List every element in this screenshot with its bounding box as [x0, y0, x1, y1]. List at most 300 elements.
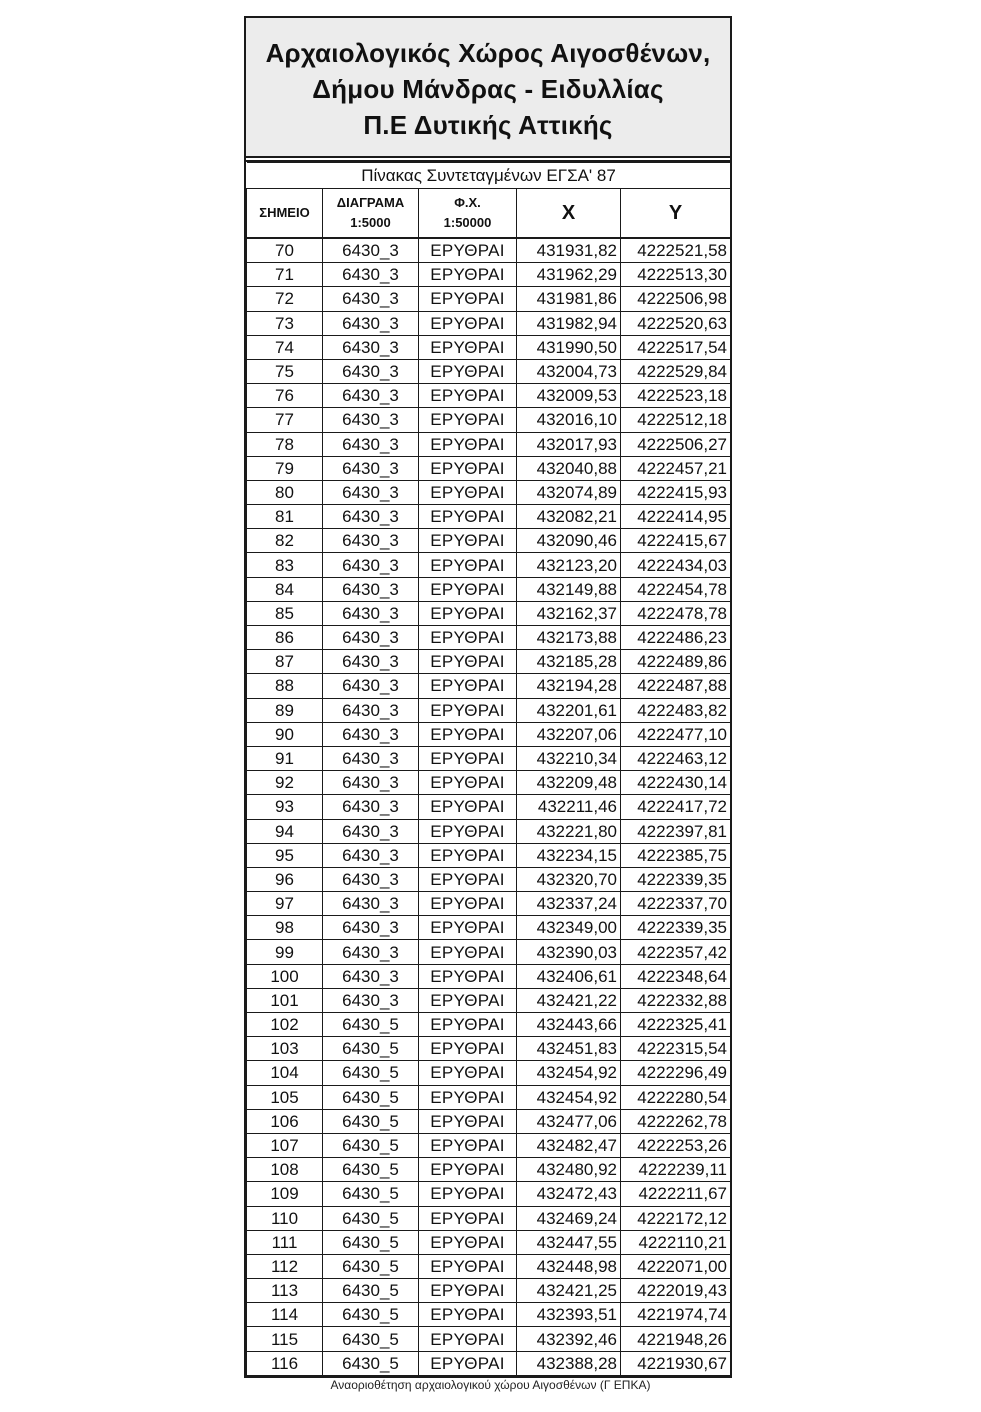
point-cell: 84	[247, 577, 323, 601]
x-cell: 432123,20	[517, 553, 621, 577]
diagram-cell: 6430_5	[323, 1182, 419, 1206]
table-row	[247, 674, 731, 698]
table-row	[247, 722, 731, 746]
map-sheet-cell: ΕΡΥΘΡΑΙ	[419, 867, 517, 891]
table-row	[247, 1279, 731, 1303]
y-cell: 4222019,43	[621, 1279, 731, 1303]
header-sheet-label: Φ.Χ.	[454, 195, 481, 210]
point-cell: 74	[247, 335, 323, 359]
map-sheet-cell: ΕΡΥΘΡΑΙ	[419, 698, 517, 722]
table-row	[247, 795, 731, 819]
table-caption: Πίνακας Συντεταγμένων ΕΓΣΑ' 87	[247, 163, 731, 189]
x-cell: 432040,88	[517, 456, 621, 480]
x-cell: 432447,55	[517, 1230, 621, 1254]
x-cell: 432469,24	[517, 1206, 621, 1230]
x-cell: 432454,92	[517, 1061, 621, 1085]
map-sheet-cell: ΕΡΥΘΡΑΙ	[419, 577, 517, 601]
y-cell: 4222357,42	[621, 940, 731, 964]
map-sheet-cell: ΕΡΥΘΡΑΙ	[419, 335, 517, 359]
point-cell: 82	[247, 529, 323, 553]
map-sheet-cell: ΕΡΥΘΡΑΙ	[419, 626, 517, 650]
x-cell: 432443,66	[517, 1013, 621, 1037]
table-row	[247, 916, 731, 940]
y-cell: 4222478,78	[621, 601, 731, 625]
x-cell: 432221,80	[517, 819, 621, 843]
point-cell: 111	[247, 1230, 323, 1254]
y-cell: 4222211,67	[621, 1182, 731, 1206]
table-row	[247, 577, 731, 601]
map-sheet-cell: ΕΡΥΘΡΑΙ	[419, 1351, 517, 1375]
point-cell: 80	[247, 480, 323, 504]
map-sheet-cell: ΕΡΥΘΡΑΙ	[419, 1182, 517, 1206]
y-cell: 4222489,86	[621, 650, 731, 674]
y-cell: 4222110,21	[621, 1230, 731, 1254]
x-cell: 432349,00	[517, 916, 621, 940]
point-cell: 78	[247, 432, 323, 456]
table-row	[247, 359, 731, 383]
table-row	[247, 1061, 731, 1085]
x-cell: 432004,73	[517, 359, 621, 383]
map-sheet-cell: ΕΡΥΘΡΑΙ	[419, 505, 517, 529]
table-row	[247, 432, 731, 456]
point-cell: 94	[247, 819, 323, 843]
diagram-cell: 6430_5	[323, 1085, 419, 1109]
table-row	[247, 238, 731, 263]
map-sheet-cell: ΕΡΥΘΡΑΙ	[419, 1133, 517, 1157]
x-cell: 432393,51	[517, 1303, 621, 1327]
diagram-cell: 6430_3	[323, 432, 419, 456]
x-cell: 432194,28	[517, 674, 621, 698]
title-line-2: Δήμου Μάνδρας - Ειδυλλίας	[312, 74, 664, 104]
y-cell: 4222397,81	[621, 819, 731, 843]
y-cell: 4222513,30	[621, 263, 731, 287]
y-cell: 4222253,26	[621, 1133, 731, 1157]
coordinates-table	[246, 162, 731, 1376]
x-cell: 431990,50	[517, 335, 621, 359]
table-row	[247, 988, 731, 1012]
table-row	[247, 601, 731, 625]
x-cell: 432472,43	[517, 1182, 621, 1206]
map-sheet-cell: ΕΡΥΘΡΑΙ	[419, 480, 517, 504]
diagram-cell: 6430_3	[323, 795, 419, 819]
diagram-cell: 6430_3	[323, 359, 419, 383]
point-cell: 110	[247, 1206, 323, 1230]
table-row	[247, 1085, 731, 1109]
diagram-cell: 6430_3	[323, 940, 419, 964]
y-cell: 4222529,84	[621, 359, 731, 383]
x-cell: 432406,61	[517, 964, 621, 988]
y-cell: 4222457,21	[621, 456, 731, 480]
map-sheet-cell: ΕΡΥΘΡΑΙ	[419, 263, 517, 287]
y-cell: 4222520,63	[621, 311, 731, 335]
point-cell: 116	[247, 1351, 323, 1375]
y-cell: 4222325,41	[621, 1013, 731, 1037]
point-cell: 114	[247, 1303, 323, 1327]
x-cell: 432090,46	[517, 529, 621, 553]
point-cell: 112	[247, 1254, 323, 1278]
table-row	[247, 1230, 731, 1254]
diagram-cell: 6430_5	[323, 1254, 419, 1278]
diagram-cell: 6430_5	[323, 1061, 419, 1085]
map-sheet-cell: ΕΡΥΘΡΑΙ	[419, 1303, 517, 1327]
table-row	[247, 553, 731, 577]
table-row	[247, 626, 731, 650]
y-cell: 4222430,14	[621, 771, 731, 795]
point-cell: 97	[247, 892, 323, 916]
title-box	[246, 18, 730, 158]
diagram-cell: 6430_3	[323, 892, 419, 916]
y-cell: 4222262,78	[621, 1109, 731, 1133]
diagram-cell: 6430_3	[323, 988, 419, 1012]
point-cell: 73	[247, 311, 323, 335]
table-row	[247, 287, 731, 311]
map-sheet-cell: ΕΡΥΘΡΑΙ	[419, 432, 517, 456]
diagram-cell: 6430_3	[323, 335, 419, 359]
diagram-cell: 6430_3	[323, 456, 419, 480]
diagram-cell: 6430_3	[323, 263, 419, 287]
point-cell: 71	[247, 263, 323, 287]
map-sheet-cell: ΕΡΥΘΡΑΙ	[419, 940, 517, 964]
diagram-cell: 6430_3	[323, 771, 419, 795]
diagram-cell: 6430_3	[323, 505, 419, 529]
point-cell: 104	[247, 1061, 323, 1085]
x-cell: 432392,46	[517, 1327, 621, 1351]
table-row	[247, 1303, 731, 1327]
point-cell: 113	[247, 1279, 323, 1303]
y-cell: 4222071,00	[621, 1254, 731, 1278]
point-cell: 92	[247, 771, 323, 795]
diagram-cell: 6430_3	[323, 384, 419, 408]
map-sheet-cell: ΕΡΥΘΡΑΙ	[419, 1254, 517, 1278]
diagram-cell: 6430_3	[323, 867, 419, 891]
x-cell: 432173,88	[517, 626, 621, 650]
y-cell: 4222506,27	[621, 432, 731, 456]
y-cell: 4222339,35	[621, 867, 731, 891]
y-cell: 4222332,88	[621, 988, 731, 1012]
diagram-cell: 6430_3	[323, 311, 419, 335]
table-header-row	[247, 189, 731, 239]
x-cell: 432477,06	[517, 1109, 621, 1133]
footer-caption: Αναοριοθέτηση αρχαιολογικού χώρου Αιγοσθένων (Γ ΕΠΚΑ)	[330, 1378, 651, 1392]
x-cell: 432185,28	[517, 650, 621, 674]
y-cell: 4222315,54	[621, 1037, 731, 1061]
y-cell: 4222483,82	[621, 698, 731, 722]
point-cell: 102	[247, 1013, 323, 1037]
map-sheet-cell: ΕΡΥΘΡΑΙ	[419, 795, 517, 819]
y-cell: 4222414,95	[621, 505, 731, 529]
point-cell: 83	[247, 553, 323, 577]
table-row	[247, 1182, 731, 1206]
table-row	[247, 1254, 731, 1278]
map-sheet-cell: ΕΡΥΘΡΑΙ	[419, 1158, 517, 1182]
map-sheet-cell: ΕΡΥΘΡΑΙ	[419, 1327, 517, 1351]
diagram-cell: 6430_5	[323, 1109, 419, 1133]
diagram-cell: 6430_3	[323, 819, 419, 843]
x-cell: 431982,94	[517, 311, 621, 335]
x-cell: 432388,28	[517, 1351, 621, 1375]
table-row	[247, 335, 731, 359]
point-cell: 93	[247, 795, 323, 819]
diagram-cell: 6430_3	[323, 722, 419, 746]
y-cell: 4222280,54	[621, 1085, 731, 1109]
diagram-cell: 6430_3	[323, 577, 419, 601]
title-line-1: Αρχαιολογικός Χώρος Αιγοσθένων,	[265, 38, 711, 68]
point-cell: 72	[247, 287, 323, 311]
map-sheet-cell: ΕΡΥΘΡΑΙ	[419, 238, 517, 263]
point-cell: 108	[247, 1158, 323, 1182]
y-cell: 4222486,23	[621, 626, 731, 650]
table-row	[247, 746, 731, 770]
diagram-cell: 6430_3	[323, 964, 419, 988]
map-sheet-cell: ΕΡΥΘΡΑΙ	[419, 650, 517, 674]
table-row	[247, 1158, 731, 1182]
y-cell: 4222521,58	[621, 238, 731, 263]
y-cell: 4221948,26	[621, 1327, 731, 1351]
map-sheet-cell: ΕΡΥΘΡΑΙ	[419, 311, 517, 335]
x-cell: 432082,21	[517, 505, 621, 529]
diagram-cell: 6430_5	[323, 1133, 419, 1157]
point-cell: 75	[247, 359, 323, 383]
point-cell: 86	[247, 626, 323, 650]
point-cell: 90	[247, 722, 323, 746]
diagram-cell: 6430_3	[323, 698, 419, 722]
point-cell: 106	[247, 1109, 323, 1133]
y-cell: 4222415,67	[621, 529, 731, 553]
table-row	[247, 819, 731, 843]
x-cell: 432210,34	[517, 746, 621, 770]
point-cell: 96	[247, 867, 323, 891]
map-sheet-cell: ΕΡΥΘΡΑΙ	[419, 916, 517, 940]
table-row	[247, 650, 731, 674]
x-cell: 432207,06	[517, 722, 621, 746]
x-cell: 432201,61	[517, 698, 621, 722]
diagram-cell: 6430_3	[323, 650, 419, 674]
table-row	[247, 892, 731, 916]
map-sheet-cell: ΕΡΥΘΡΑΙ	[419, 1037, 517, 1061]
x-cell: 432017,93	[517, 432, 621, 456]
map-sheet-cell: ΕΡΥΘΡΑΙ	[419, 819, 517, 843]
point-cell: 100	[247, 964, 323, 988]
x-cell: 432421,22	[517, 988, 621, 1012]
map-sheet-cell: ΕΡΥΘΡΑΙ	[419, 1279, 517, 1303]
y-cell: 4222339,35	[621, 916, 731, 940]
diagram-cell: 6430_3	[323, 674, 419, 698]
point-cell: 105	[247, 1085, 323, 1109]
y-cell: 4222348,64	[621, 964, 731, 988]
map-sheet-cell: ΕΡΥΘΡΑΙ	[419, 384, 517, 408]
table-row	[247, 843, 731, 867]
y-cell: 4222517,54	[621, 335, 731, 359]
y-cell: 4222337,70	[621, 892, 731, 916]
point-cell: 91	[247, 746, 323, 770]
x-cell: 432074,89	[517, 480, 621, 504]
header-diagram-label: ΔΙΑΓΡΑΜΑ	[336, 195, 405, 210]
y-cell: 4222239,11	[621, 1158, 731, 1182]
x-cell: 432162,37	[517, 601, 621, 625]
header-diagram-scale: 1:5000	[350, 215, 391, 230]
x-cell: 432454,92	[517, 1085, 621, 1109]
diagram-cell: 6430_5	[323, 1351, 419, 1375]
map-sheet-cell: ΕΡΥΘΡΑΙ	[419, 964, 517, 988]
y-cell: 4222512,18	[621, 408, 731, 432]
table-row	[247, 1109, 731, 1133]
x-cell: 432234,15	[517, 843, 621, 867]
point-cell: 79	[247, 456, 323, 480]
table-row	[247, 480, 731, 504]
y-cell: 4222172,12	[621, 1206, 731, 1230]
map-sheet-cell: ΕΡΥΘΡΑΙ	[419, 456, 517, 480]
header-x: X	[517, 189, 621, 239]
map-sheet-cell: ΕΡΥΘΡΑΙ	[419, 408, 517, 432]
diagram-cell: 6430_3	[323, 238, 419, 263]
x-cell: 432211,46	[517, 795, 621, 819]
coordinates-sheet	[244, 16, 732, 1378]
table-row	[247, 408, 731, 432]
x-cell: 432421,25	[517, 1279, 621, 1303]
x-cell: 432209,48	[517, 771, 621, 795]
y-cell: 4221974,74	[621, 1303, 731, 1327]
map-sheet-cell: ΕΡΥΘΡΑΙ	[419, 1085, 517, 1109]
table-row	[247, 1351, 731, 1375]
y-cell: 4222523,18	[621, 384, 731, 408]
point-cell: 99	[247, 940, 323, 964]
y-cell: 4221930,67	[621, 1351, 731, 1375]
diagram-cell: 6430_3	[323, 480, 419, 504]
x-cell: 432009,53	[517, 384, 621, 408]
map-sheet-cell: ΕΡΥΘΡΑΙ	[419, 601, 517, 625]
diagram-cell: 6430_3	[323, 626, 419, 650]
header-point: ΣΗΜΕΙΟ	[247, 189, 323, 239]
point-cell: 101	[247, 988, 323, 1012]
diagram-cell: 6430_3	[323, 916, 419, 940]
title-line-3: Π.Ε Δυτικής Αττικής	[363, 110, 613, 140]
x-cell: 432320,70	[517, 867, 621, 891]
table-row	[247, 771, 731, 795]
map-sheet-cell: ΕΡΥΘΡΑΙ	[419, 1230, 517, 1254]
map-sheet-cell: ΕΡΥΘΡΑΙ	[419, 287, 517, 311]
point-cell: 88	[247, 674, 323, 698]
y-cell: 4222477,10	[621, 722, 731, 746]
diagram-cell: 6430_5	[323, 1279, 419, 1303]
x-cell: 431931,82	[517, 238, 621, 263]
header-diagram	[323, 189, 419, 239]
map-sheet-cell: ΕΡΥΘΡΑΙ	[419, 722, 517, 746]
table-row	[247, 384, 731, 408]
y-cell: 4222454,78	[621, 577, 731, 601]
y-cell: 4222296,49	[621, 1061, 731, 1085]
x-cell: 432016,10	[517, 408, 621, 432]
table-row	[247, 940, 731, 964]
y-cell: 4222385,75	[621, 843, 731, 867]
x-cell: 432448,98	[517, 1254, 621, 1278]
point-cell: 87	[247, 650, 323, 674]
diagram-cell: 6430_5	[323, 1013, 419, 1037]
header-sheet	[419, 189, 517, 239]
header-y: Y	[621, 189, 731, 239]
header-sheet-scale: 1:50000	[443, 215, 492, 230]
table-row	[247, 505, 731, 529]
diagram-cell: 6430_3	[323, 746, 419, 770]
map-sheet-cell: ΕΡΥΘΡΑΙ	[419, 359, 517, 383]
point-cell: 103	[247, 1037, 323, 1061]
point-cell: 85	[247, 601, 323, 625]
table-row	[247, 1133, 731, 1157]
map-sheet-cell: ΕΡΥΘΡΑΙ	[419, 674, 517, 698]
point-cell: 70	[247, 238, 323, 263]
diagram-cell: 6430_5	[323, 1037, 419, 1061]
y-cell: 4222434,03	[621, 553, 731, 577]
diagram-cell: 6430_3	[323, 601, 419, 625]
y-cell: 4222463,12	[621, 746, 731, 770]
map-sheet-cell: ΕΡΥΘΡΑΙ	[419, 988, 517, 1012]
x-cell: 432451,83	[517, 1037, 621, 1061]
y-cell: 4222487,88	[621, 674, 731, 698]
point-cell: 107	[247, 1133, 323, 1157]
diagram-cell: 6430_5	[323, 1230, 419, 1254]
table-row	[247, 1037, 731, 1061]
table-row	[247, 1206, 731, 1230]
x-cell: 432390,03	[517, 940, 621, 964]
table-row	[247, 1327, 731, 1351]
map-sheet-cell: ΕΡΥΘΡΑΙ	[419, 1013, 517, 1037]
point-cell: 109	[247, 1182, 323, 1206]
x-cell: 432482,47	[517, 1133, 621, 1157]
table-row	[247, 529, 731, 553]
map-sheet-cell: ΕΡΥΘΡΑΙ	[419, 1109, 517, 1133]
map-sheet-cell: ΕΡΥΘΡΑΙ	[419, 553, 517, 577]
diagram-cell: 6430_3	[323, 843, 419, 867]
map-sheet-cell: ΕΡΥΘΡΑΙ	[419, 746, 517, 770]
diagram-cell: 6430_5	[323, 1327, 419, 1351]
point-cell: 77	[247, 408, 323, 432]
table-row	[247, 1013, 731, 1037]
diagram-cell: 6430_3	[323, 408, 419, 432]
x-cell: 431962,29	[517, 263, 621, 287]
table-row	[247, 311, 731, 335]
x-cell: 432149,88	[517, 577, 621, 601]
map-sheet-cell: ΕΡΥΘΡΑΙ	[419, 1061, 517, 1085]
diagram-cell: 6430_5	[323, 1158, 419, 1182]
table-row	[247, 456, 731, 480]
map-sheet-cell: ΕΡΥΘΡΑΙ	[419, 529, 517, 553]
point-cell: 81	[247, 505, 323, 529]
table-row	[247, 698, 731, 722]
x-cell: 432337,24	[517, 892, 621, 916]
diagram-cell: 6430_3	[323, 529, 419, 553]
table-row	[247, 867, 731, 891]
point-cell: 95	[247, 843, 323, 867]
point-cell: 76	[247, 384, 323, 408]
map-sheet-cell: ΕΡΥΘΡΑΙ	[419, 771, 517, 795]
x-cell: 431981,86	[517, 287, 621, 311]
diagram-cell: 6430_5	[323, 1303, 419, 1327]
point-cell: 115	[247, 1327, 323, 1351]
diagram-cell: 6430_5	[323, 1206, 419, 1230]
point-cell: 89	[247, 698, 323, 722]
table-row	[247, 964, 731, 988]
y-cell: 4222506,98	[621, 287, 731, 311]
diagram-cell: 6430_3	[323, 287, 419, 311]
map-sheet-cell: ΕΡΥΘΡΑΙ	[419, 1206, 517, 1230]
point-cell: 98	[247, 916, 323, 940]
diagram-cell: 6430_3	[323, 553, 419, 577]
map-sheet-cell: ΕΡΥΘΡΑΙ	[419, 892, 517, 916]
y-cell: 4222415,93	[621, 480, 731, 504]
y-cell: 4222417,72	[621, 795, 731, 819]
map-sheet-cell: ΕΡΥΘΡΑΙ	[419, 843, 517, 867]
table-body	[247, 238, 731, 1375]
table-row	[247, 263, 731, 287]
